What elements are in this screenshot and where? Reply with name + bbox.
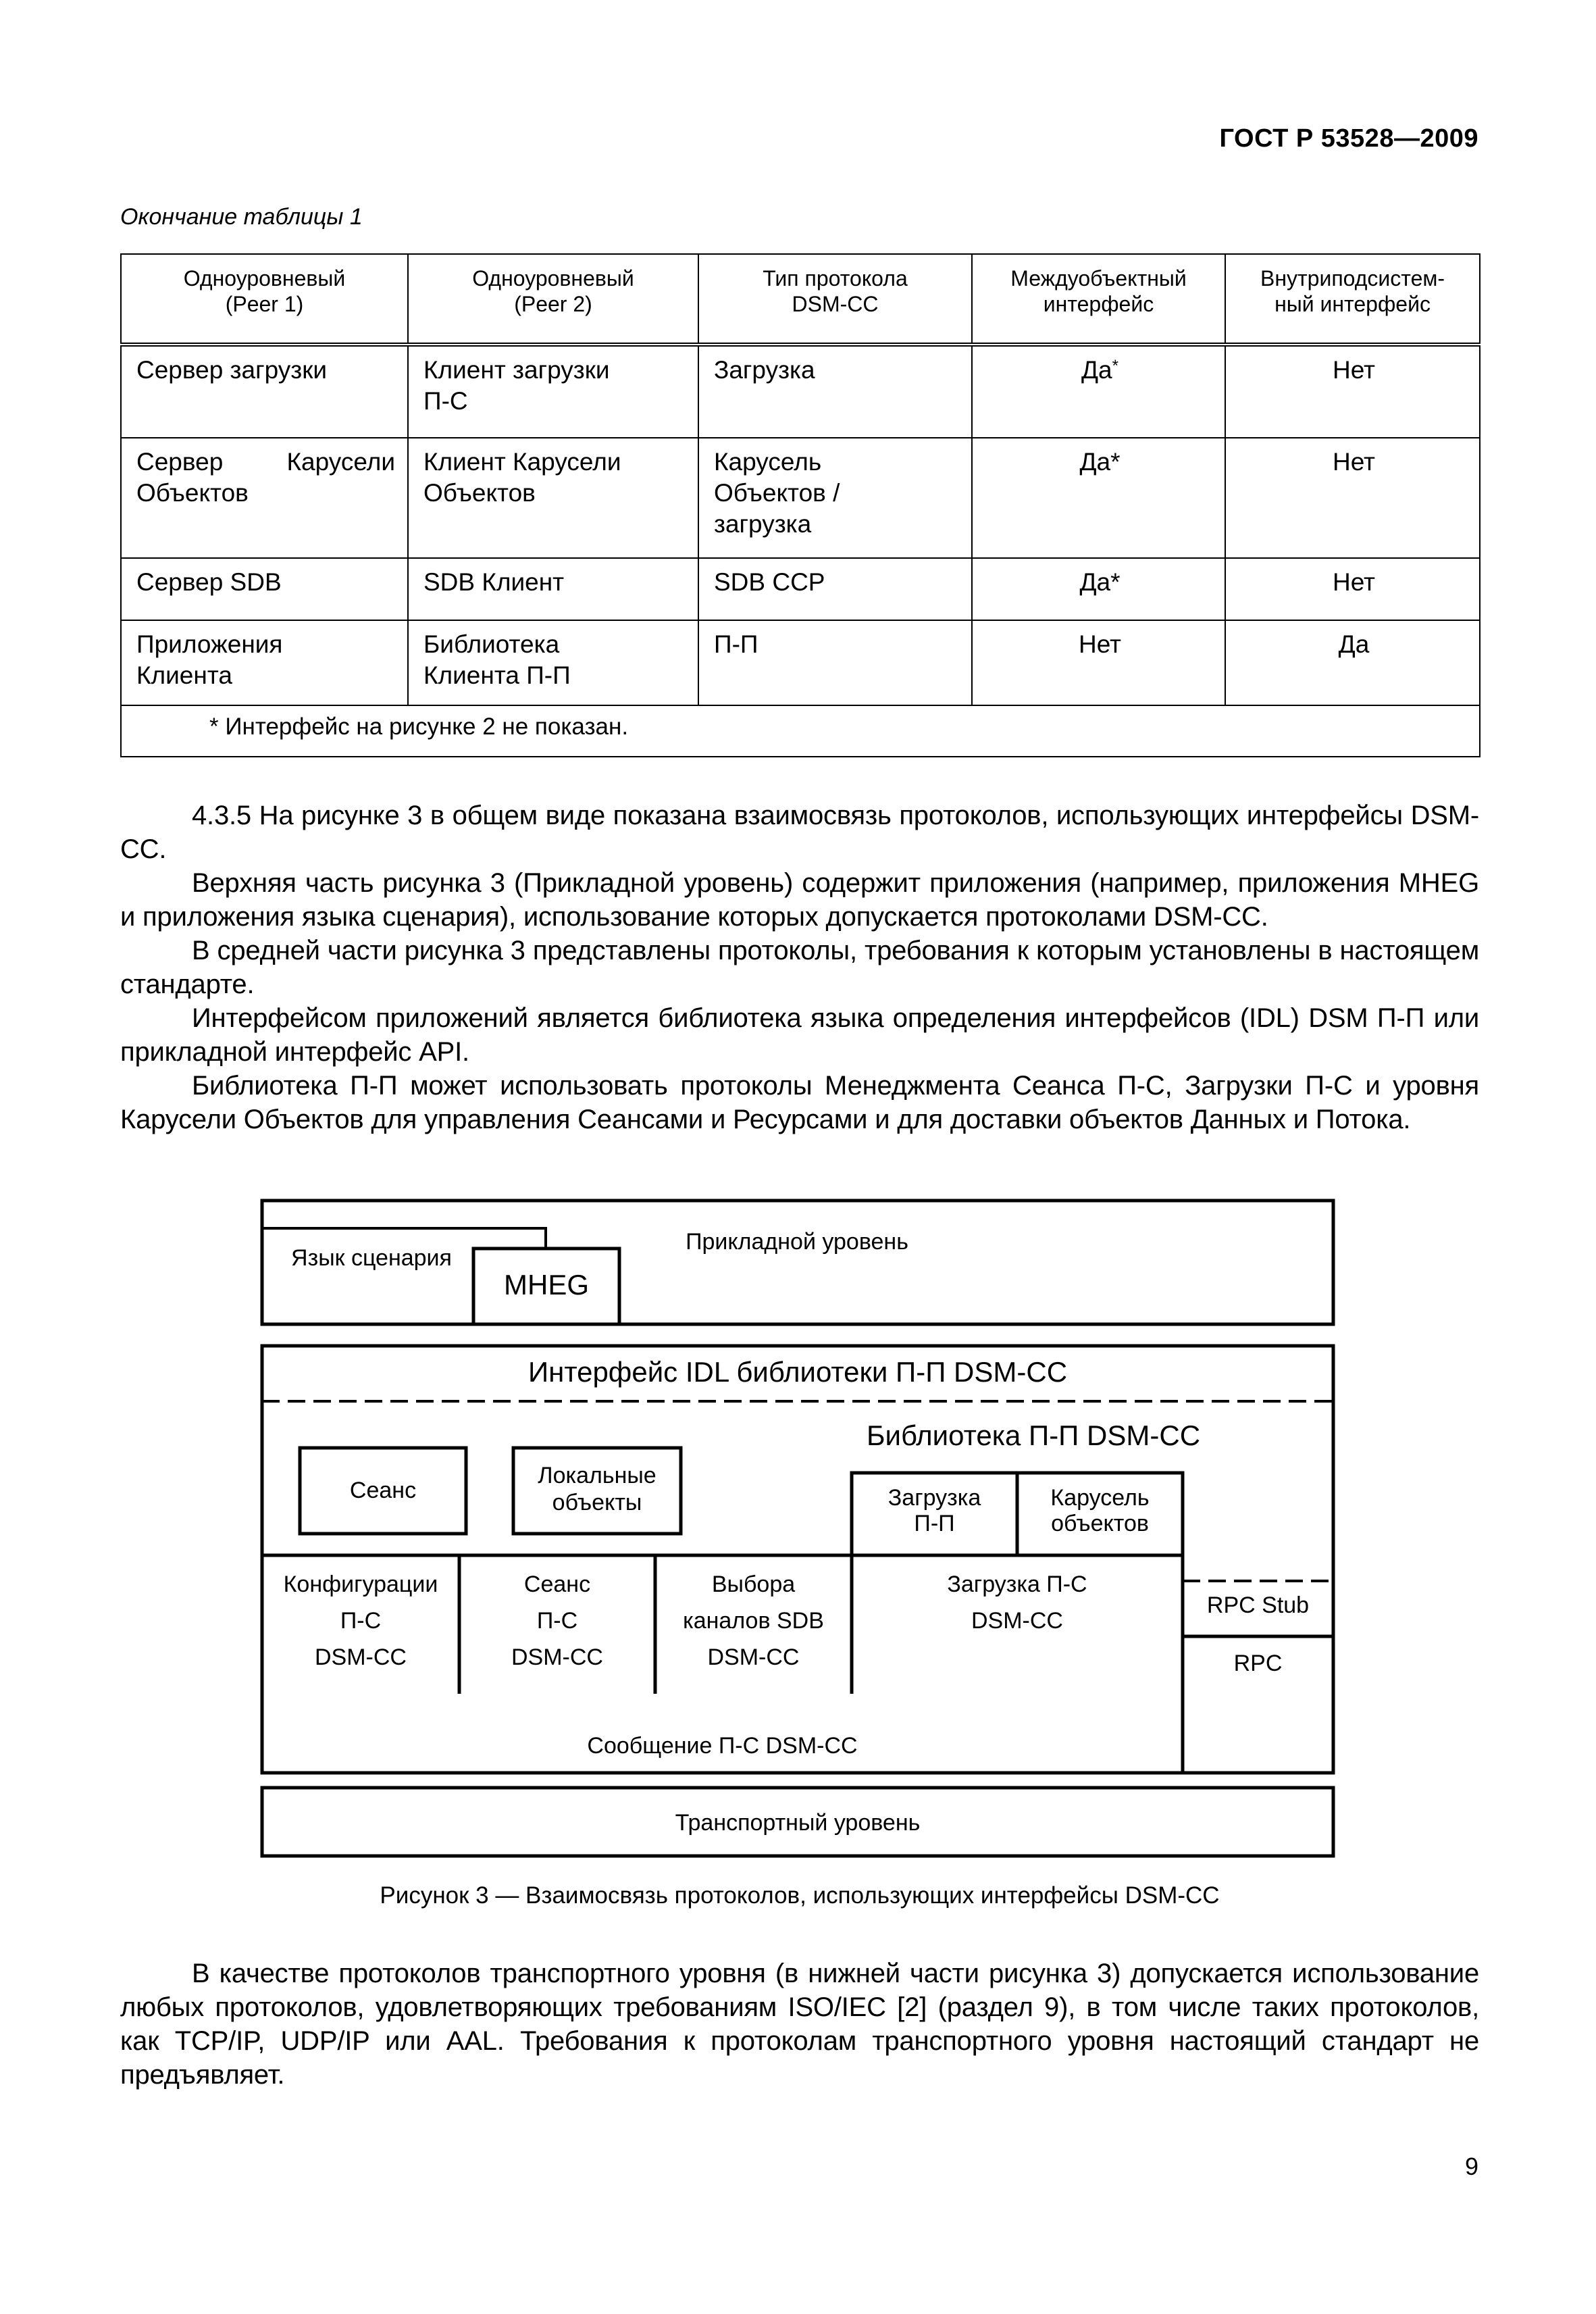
cell-peer2: SDB Клиент: [408, 558, 698, 620]
cell-peer1: Сервер SDB: [121, 558, 408, 620]
table-footnote: * Интерфейс на рисунке 2 не показан.: [121, 705, 1480, 757]
col-header-peer2: Одноуровневый (Peer 2): [408, 254, 698, 345]
cell-peer1: Сервер Карусели Объектов: [121, 438, 408, 558]
cell-type: П-П: [698, 620, 972, 705]
application-layer-label: Прикладной уровень: [686, 1229, 908, 1255]
rpc-stub-label: RPC Stub: [1206, 1592, 1310, 1618]
cell-inter: Да*: [972, 558, 1225, 620]
cell-intra: Да: [1225, 620, 1480, 705]
cell-type: Загрузка: [698, 345, 972, 438]
col-header-protocol-type: Тип протокола DSM-CC: [698, 254, 972, 345]
object-carousel-label: Карусель объектов: [1050, 1485, 1150, 1536]
rpc-label: RPC: [1233, 1651, 1283, 1676]
cell-type: Карусель Объектов / загрузка: [698, 438, 972, 558]
table-row: [121, 620, 1480, 705]
configuration-label: Конфигурации П-С DSM-CC: [283, 1571, 438, 1670]
cell-inter: Да*: [972, 345, 1225, 438]
table-caption: Окончание таблицы 1: [120, 204, 363, 230]
body-text-top: [120, 799, 1479, 1136]
script-language-label: Язык сценария: [291, 1245, 452, 1271]
protocol-table: [120, 253, 1481, 757]
cell-inter: Да*: [972, 438, 1225, 558]
dsmcc-middle-box: [262, 1346, 1333, 1773]
paragraph: В средней части рисунка 3 представлены протоколы, требования к которым установлены в настоящем стандарте.: [120, 936, 1479, 999]
cell-peer1: Сервер загрузки: [121, 345, 408, 438]
figure-caption: Рисунок 3 — Взаимосвязь протоколов, использующих интерфейсы DSM-CC: [380, 1882, 1220, 1909]
paragraph: 4.3.5 На рисунке 3 в общем виде показана взаимосвязь протоколов, использующих интерфейсы DSM-CC.: [120, 801, 1479, 864]
document-header: ГОСТ Р 53528—2009: [1219, 124, 1478, 153]
table-row: [121, 438, 1480, 558]
us-message-label: Сообщение П-С DSM-CC: [587, 1733, 858, 1759]
cell-intra: Нет: [1225, 558, 1480, 620]
idl-interface-label: Интерфейс IDL библиотеки П-П DSM-CC: [527, 1356, 1068, 1388]
pp-library-label: Библиотека П-П DSM-CC: [866, 1419, 1201, 1451]
table-row: [121, 345, 1480, 438]
col-header-inter-object: Междуобъектный интерфейс: [972, 254, 1225, 345]
cell-peer1: Приложения Клиента: [121, 620, 408, 705]
cell-peer2: Клиент загрузки П-С: [408, 345, 698, 438]
download-us-label: Загрузка П-С DSM-CC: [947, 1571, 1087, 1634]
cell-inter: Нет: [972, 620, 1225, 705]
page-number: 9: [1464, 2153, 1478, 2180]
mheg-label: MHEG: [504, 1269, 589, 1301]
paragraph: Библиотека П-П может использовать протоколы Менеджмента Сеанса П-С, Загрузки П-С и уровня Карусели Объектов для управления Сеансами и Ресурсами и для доставки объектов Данных и Потока.: [120, 1071, 1479, 1134]
session-us-label: Сеанс П-С DSM-CC: [511, 1571, 603, 1670]
download-pp-label: Загрузка П-П: [887, 1485, 981, 1536]
transport-layer-label: Транспортный уровень: [675, 1810, 921, 1836]
local-objects-label: Локальные объекты: [538, 1463, 657, 1515]
cell-peer2: Библиотека Клиента П-П: [408, 620, 698, 705]
paragraph: Верхняя часть рисунка 3 (Прикладной уровень) содержит приложения (например, приложения MHEG и приложения языка сценария), использование которых допускается протоколами DSM-CC.: [120, 868, 1479, 932]
session-label: Сеанс: [349, 1478, 417, 1503]
cell-peer2: Клиент Карусели Объектов: [408, 438, 698, 558]
paragraph: Интерфейсом приложений является библиотека языка определения интерфейсов (IDL) DSM П-П или прикладной интерфейс API.: [120, 1003, 1479, 1067]
sdb-channel-label: Выбора каналов SDB DSM-CC: [683, 1571, 824, 1670]
paragraph: В качестве протоколов транспортного уровня (в нижней части рисунка 3) допускается использование любых протоколов, удовлетворяющих требованиям ISO/IEC [2] (раздел 9), в том числе таких протоколов, как TCP/IP, UDP/IP или AAL. Требования к протоколам транспортного уровня настоящий стандарт не предъявляет.: [120, 1959, 1479, 2090]
body-text-bottom: [120, 1957, 1479, 2092]
table-row: [121, 558, 1480, 620]
cell-intra: Нет: [1225, 438, 1480, 558]
cell-intra: Нет: [1225, 345, 1480, 438]
cell-type: SDB CCP: [698, 558, 972, 620]
table-footnote-row: [121, 705, 1480, 757]
table-header-row: [121, 254, 1480, 345]
col-header-peer1: Одноуровневый (Peer 1): [121, 254, 408, 345]
col-header-intra-subsystem: Внутриподсистем- ный интерфейс: [1225, 254, 1480, 345]
